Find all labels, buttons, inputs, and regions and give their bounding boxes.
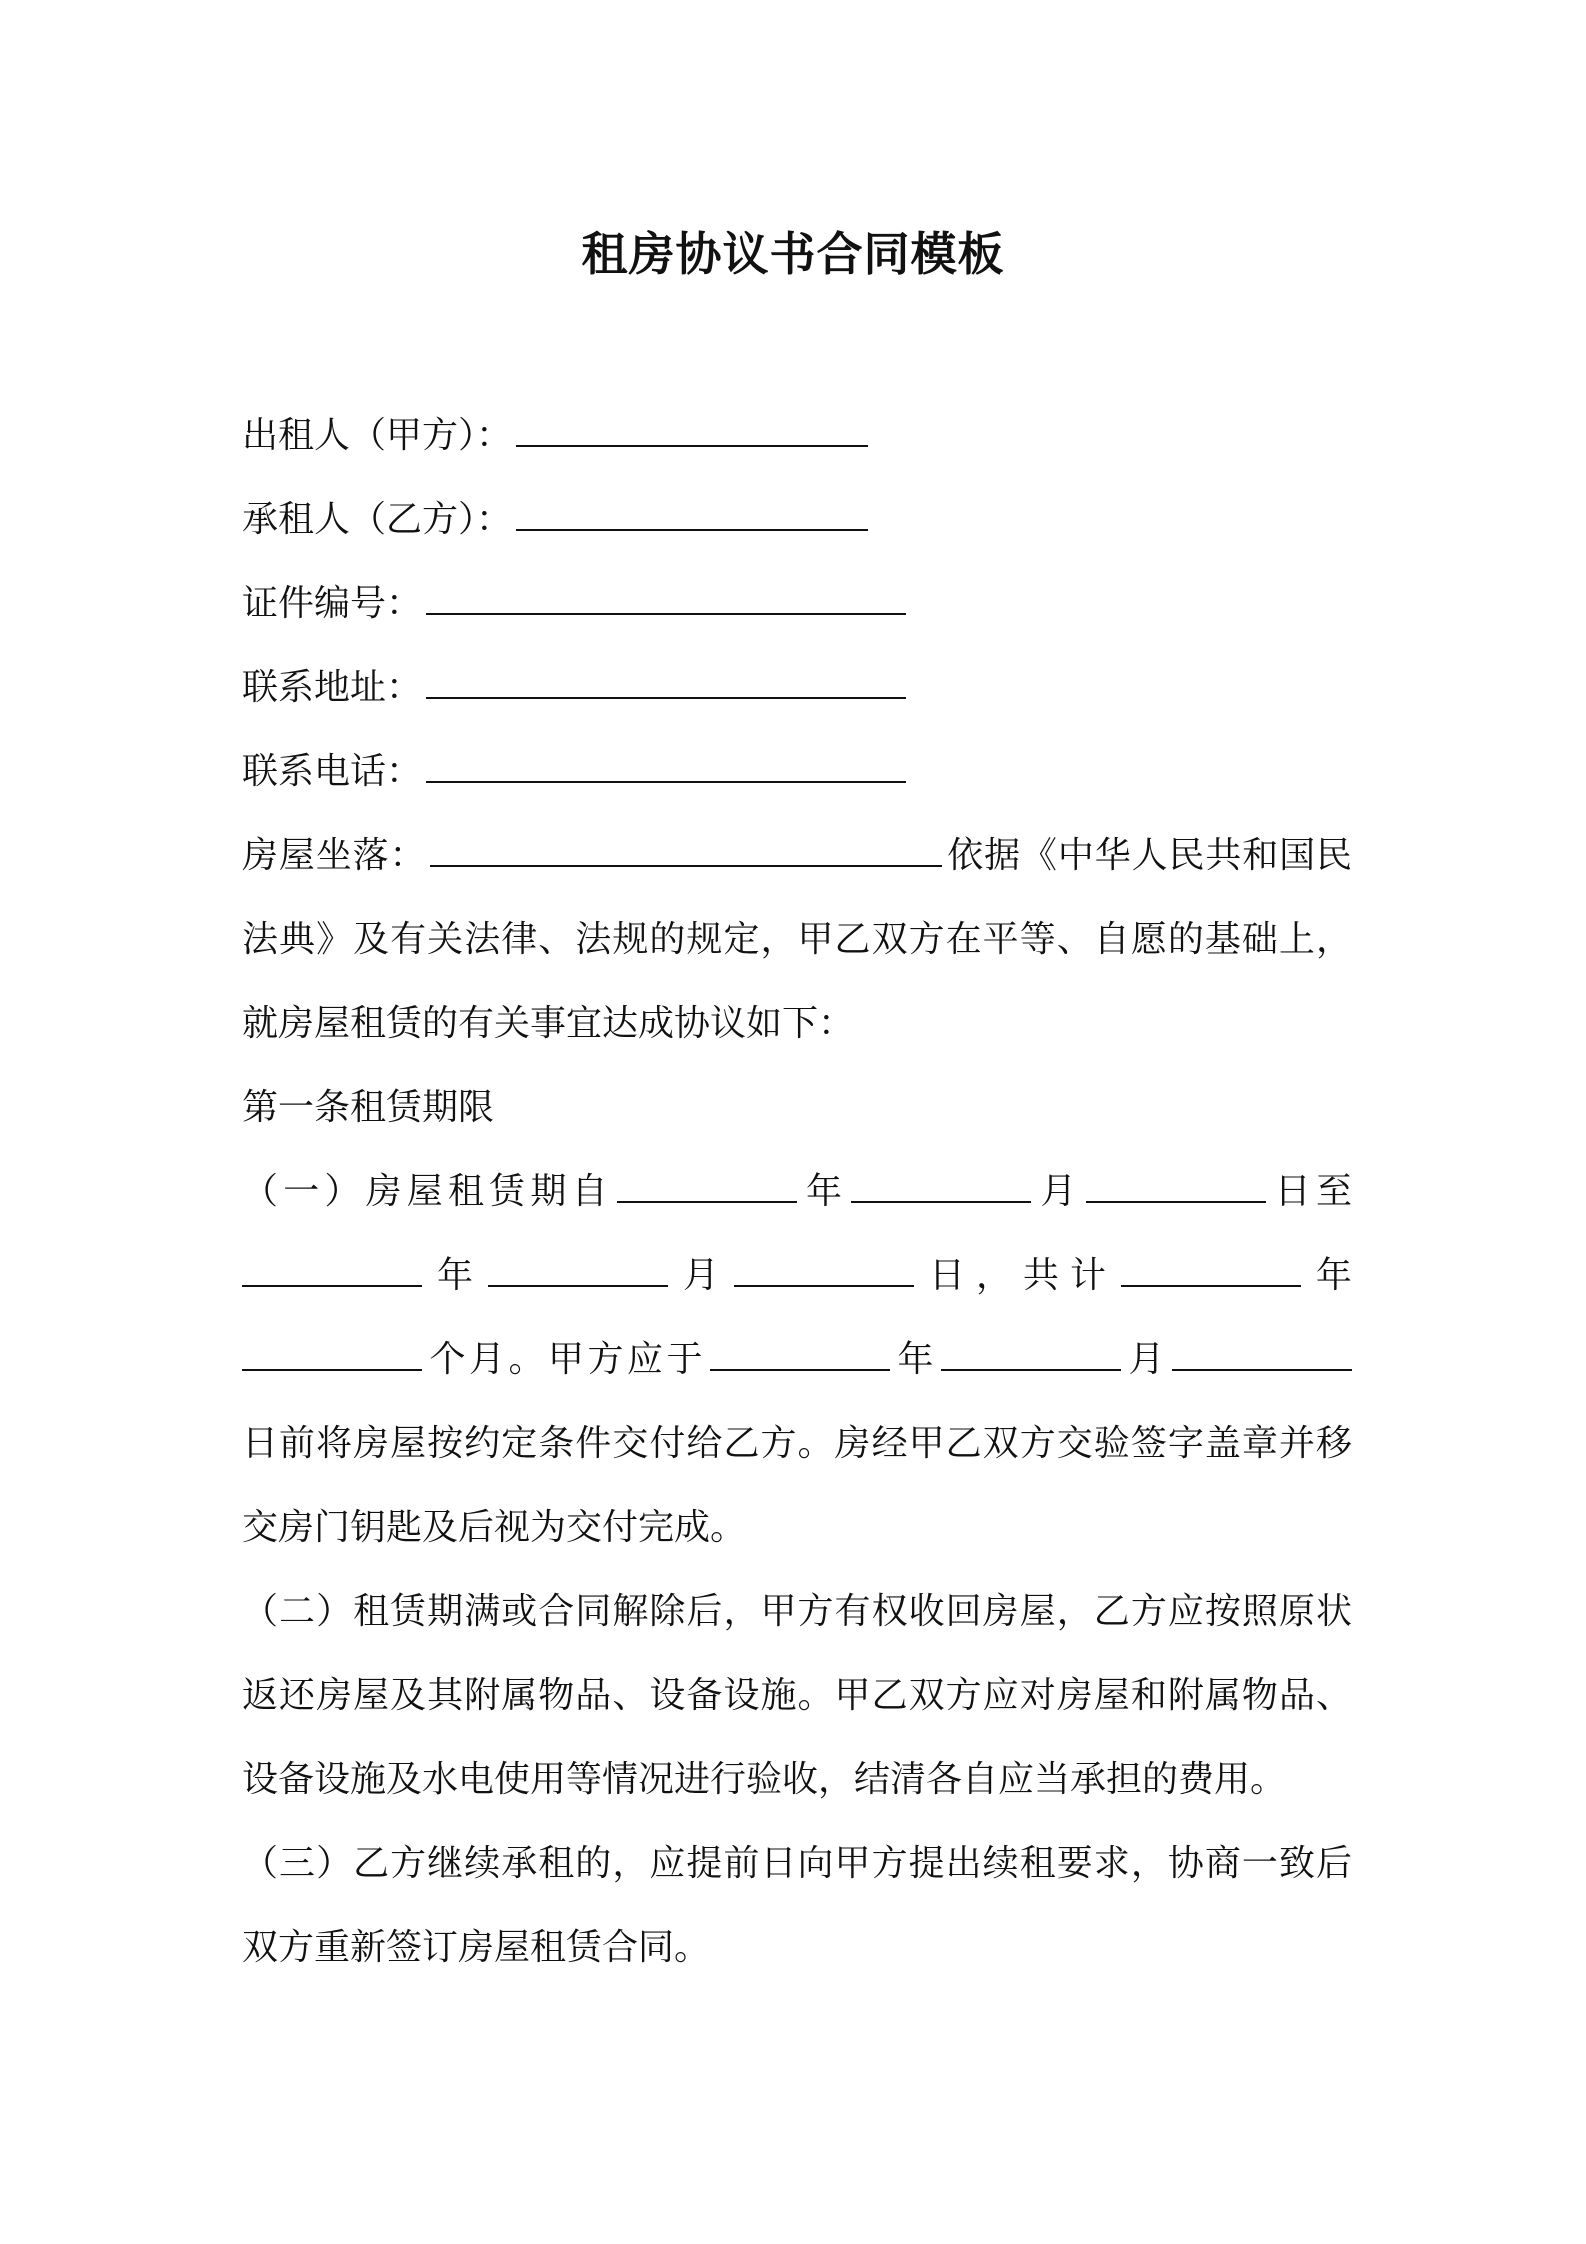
address-label: 联系地址： <box>242 667 423 708</box>
location-label: 房屋坐落： <box>242 835 427 876</box>
id-number-row <box>242 582 1352 626</box>
total-year-label: 年 <box>1304 1255 1352 1296</box>
clause1-prefix: （一）房屋租赁期自 <box>242 1171 613 1212</box>
total-years-blank[interactable] <box>1121 1255 1301 1287</box>
end-year-label: 年 <box>426 1255 484 1296</box>
deliver-month-blank[interactable] <box>941 1339 1121 1371</box>
comma-text: ， <box>975 1255 1023 1296</box>
end-day-blank[interactable] <box>734 1255 914 1287</box>
id-number-label: 证件编号： <box>242 583 423 624</box>
address-row <box>242 666 1352 710</box>
intro-line2: 法典》及有关法律、法规的规定，甲乙双方在平等、自愿的基础上， <box>242 919 1352 960</box>
lessee-blank[interactable] <box>516 499 868 531</box>
clause1-line4: 日前将房屋按约定条件交付给乙方。房经甲乙双方交验签字盖章并移 <box>242 1423 1352 1464</box>
intro-line3: 就房屋租赁的有关事宜达成协议如下： <box>242 1003 855 1044</box>
clause1-line2 <box>242 1254 1352 1298</box>
clause2-line1: （二）租赁期满或合同解除后，甲方有权收回房屋，乙方应按照原状 <box>242 1591 1352 1632</box>
address-blank[interactable] <box>426 667 906 699</box>
clause1-line3 <box>242 1338 1352 1382</box>
clause1-line5: 交房门钥匙及后视为交付完成。 <box>242 1507 747 1548</box>
document-title: 租房协议书合同模板 <box>581 227 1005 281</box>
lessor-row <box>242 414 1352 458</box>
location-blank[interactable] <box>430 835 942 867</box>
total-label: 共计 <box>1022 1255 1117 1296</box>
phone-row <box>242 750 1352 794</box>
end-year-blank[interactable] <box>242 1255 422 1287</box>
total-months-blank[interactable] <box>242 1339 422 1371</box>
start-month-blank[interactable] <box>851 1171 1031 1203</box>
start-month-label: 月 <box>1035 1171 1082 1212</box>
clause2-line3: 设备设施及水电使用等情况进行验收，结清各自应当承担的费用。 <box>242 1759 1287 1800</box>
start-year-blank[interactable] <box>617 1171 797 1203</box>
start-year-label: 年 <box>800 1171 848 1212</box>
article1-heading: 第一条租赁期限 <box>242 1087 495 1128</box>
clause3-line2: 双方重新签订房屋租赁合同。 <box>242 1927 711 1968</box>
id-number-blank[interactable] <box>426 583 906 615</box>
intro-line1-tail: 依据《中华人民共和国民 <box>946 835 1352 876</box>
phone-label: 联系电话： <box>242 751 423 792</box>
deliver-month-label: 月 <box>1124 1339 1168 1380</box>
clause1-line1 <box>242 1170 1352 1214</box>
end-month-label: 月 <box>671 1255 730 1296</box>
location-row <box>242 834 1352 878</box>
months-text: 个月。甲方应于 <box>426 1339 706 1380</box>
deliver-year-blank[interactable] <box>710 1339 890 1371</box>
lessee-label: 承租人（乙方）： <box>242 499 513 540</box>
end-month-blank[interactable] <box>488 1255 668 1287</box>
lessee-row <box>242 498 1352 542</box>
deliver-day-blank[interactable] <box>1172 1339 1352 1371</box>
clause2-line2: 返还房屋及其附属物品、设备设施。甲乙双方应对房屋和附属物品、 <box>242 1675 1352 1716</box>
deliver-year-label: 年 <box>893 1339 937 1380</box>
start-day-blank[interactable] <box>1086 1171 1266 1203</box>
start-day-to-label: 日至 <box>1269 1171 1352 1212</box>
clause3-line1: （三）乙方继续承租的，应提前日向甲方提出续租要求，协商一致后 <box>242 1843 1352 1884</box>
end-day-label: 日 <box>917 1255 976 1296</box>
lessor-label: 出租人（甲方）： <box>242 415 513 456</box>
lessor-blank[interactable] <box>516 415 868 447</box>
phone-blank[interactable] <box>426 751 906 783</box>
